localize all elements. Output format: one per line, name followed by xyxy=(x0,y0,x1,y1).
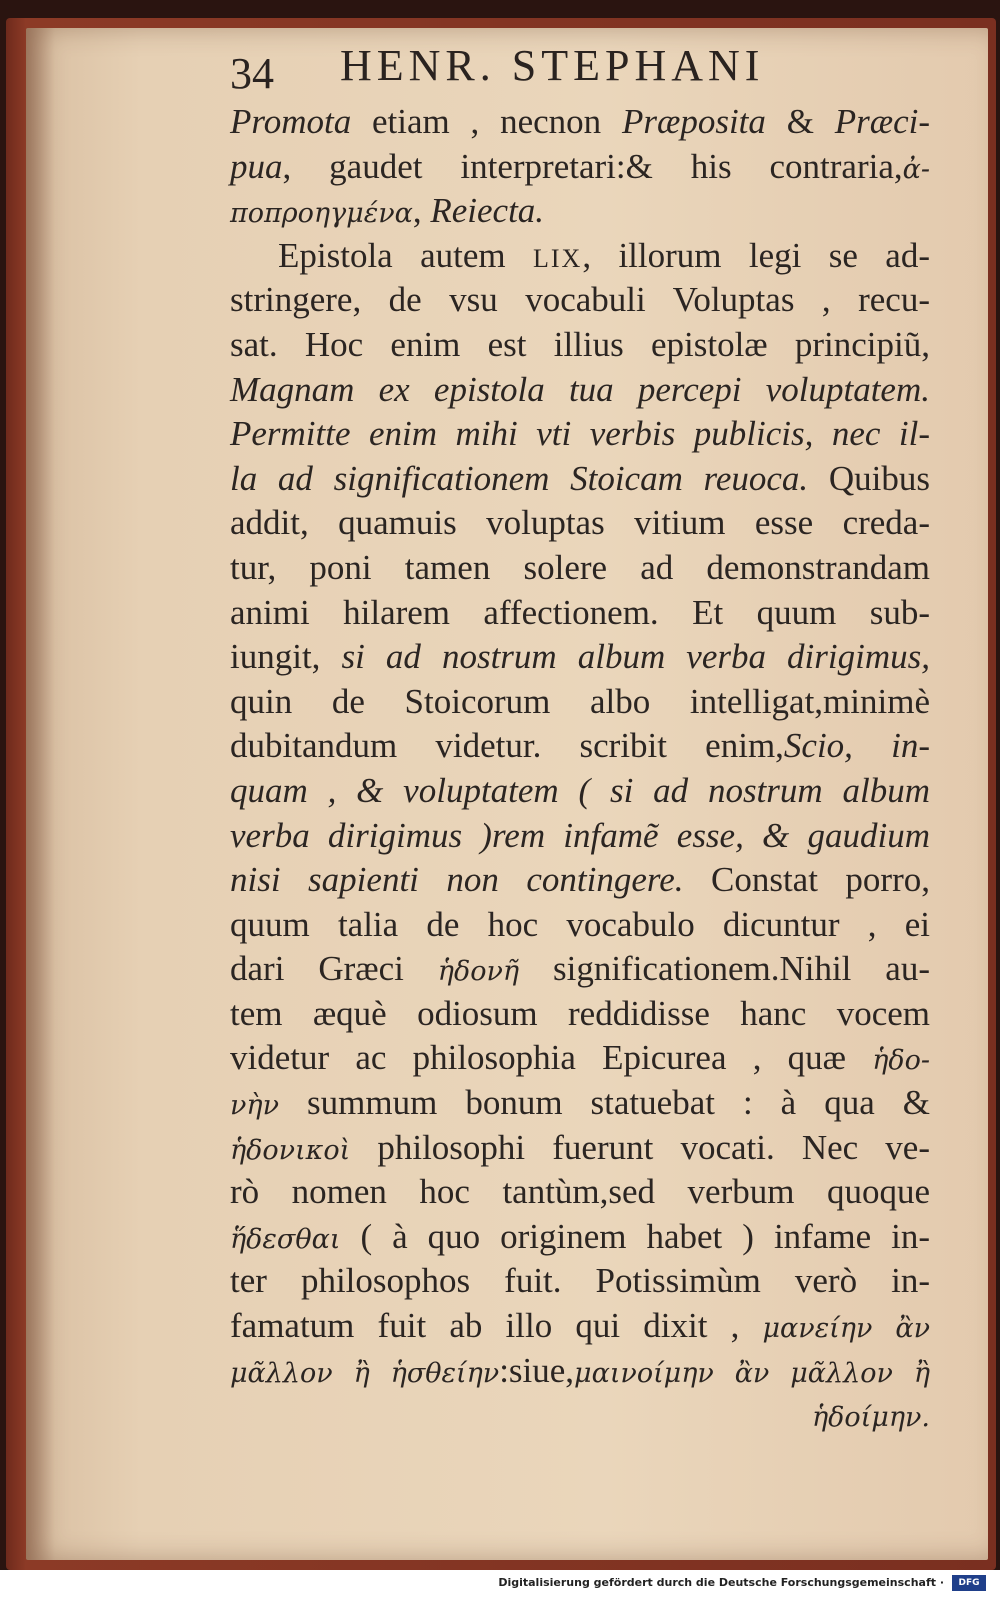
digitization-credit: Digitalisierung gefördert durch die Deutsche Forschungsgemeinschaft · xyxy=(498,1576,944,1589)
text-line xyxy=(230,992,930,1037)
greek-text: ἡδονῆ xyxy=(437,956,520,988)
text-line xyxy=(230,145,930,190)
text-segment: LIX xyxy=(533,243,583,273)
text-segment: ( à quo originem habet ) infame in- xyxy=(340,1216,930,1256)
greek-text: ἡδο- xyxy=(872,1045,930,1077)
footer-bar xyxy=(0,1570,1000,1599)
text-segment: quin de Stoicorum albo intelligat,minimè xyxy=(230,681,930,721)
text-segment: ter philosophos fuit. Potissimùm verò in- xyxy=(230,1261,930,1301)
text-line xyxy=(230,1304,930,1349)
text-line xyxy=(230,858,930,903)
text-line xyxy=(230,323,930,368)
text-segment: Constat porro, xyxy=(683,860,930,900)
italic-text: Permitte enim mihi vti verbis publicis, nec il- xyxy=(230,414,930,454)
text-segment: dubitandum videtur. scribit enim, xyxy=(230,726,784,766)
text-line xyxy=(230,234,930,279)
text-segment: etiam , necnon xyxy=(351,102,622,141)
text-line xyxy=(230,546,930,591)
greek-text: μανείην ἂν xyxy=(762,1313,930,1345)
text-segment: famatum fuit ab illo qui dixit , xyxy=(230,1306,763,1346)
italic-text: Scio, in- xyxy=(783,726,930,766)
text-segment: addit, quamuis voluptas vitium esse creda- xyxy=(230,503,930,543)
text-segment: significationem.Nihil au- xyxy=(519,949,930,989)
greek-text: νὴν xyxy=(230,1090,280,1122)
greek-text: ἡδονικοὶ xyxy=(230,1134,351,1166)
text-line xyxy=(230,189,930,234)
text-segment: tem æquè odiosum reddidisse hanc vocem xyxy=(230,993,930,1033)
text-line xyxy=(230,947,930,992)
greek-text: ἀ- xyxy=(902,153,930,185)
text-line xyxy=(230,457,930,502)
italic-text: verba dirigimus )rem infamẽ esse, & gaudium xyxy=(230,815,930,855)
text-line xyxy=(230,814,930,859)
text-segment: philosophi fuerunt vocati. Nec ve- xyxy=(350,1127,930,1167)
italic-text: Præci- xyxy=(834,102,931,141)
text-segment: iungit, xyxy=(230,637,342,677)
italic-text: Præposita xyxy=(621,102,766,141)
italic-text: la ad significationem Stoicam reuoca. xyxy=(230,458,809,498)
text-line xyxy=(230,1126,930,1171)
text-line xyxy=(230,1349,930,1394)
text-line xyxy=(230,724,930,769)
text-segment: , gaudet interpretari:& his contraria, xyxy=(282,146,903,186)
text-line xyxy=(230,501,930,546)
text-line xyxy=(230,368,930,413)
italic-text: si ad nostrum album verba dirigimus, xyxy=(341,637,930,677)
text-line xyxy=(230,278,930,323)
text-segment: quum talia de hoc vocabulo dicuntur , ei xyxy=(230,904,930,944)
text-segment: summum bonum statuebat : à qua & xyxy=(279,1083,930,1123)
greek-text: μᾶλλον ἢ ἡσθείην xyxy=(230,1357,500,1389)
page-header xyxy=(230,40,930,100)
body-text xyxy=(230,100,930,1438)
italic-text: quam , & voluptatem ( si ad nostrum album xyxy=(230,770,930,810)
text-segment: Epistola autem xyxy=(278,235,533,275)
text-line xyxy=(230,903,930,948)
text-line xyxy=(230,1036,930,1081)
italic-text: Magnam ex epistola tua percepi voluptatem. xyxy=(230,369,930,409)
text-segment: rò nomen hoc tantùm,sed verbum quoque xyxy=(230,1172,930,1212)
text-line xyxy=(230,1170,930,1215)
text-segment: dari Græci xyxy=(230,949,438,989)
text-segment: videtur ac philosophia Epicurea , quæ xyxy=(230,1038,873,1078)
dfg-logo: DFG xyxy=(952,1575,986,1591)
text-segment: Quibus xyxy=(808,458,930,498)
text-line xyxy=(230,769,930,814)
text-segment: , xyxy=(412,191,431,231)
text-line xyxy=(230,1393,930,1438)
greek-text: ἡδοίμην. xyxy=(812,1402,930,1434)
running-head: HENR. STEPHANI xyxy=(340,41,765,90)
italic-text: Promota xyxy=(230,102,352,141)
text-segment: :siue, xyxy=(499,1350,575,1390)
text-segment: animi hilarem affectionem. Et quum sub- xyxy=(230,592,930,632)
text-segment: tur, poni tamen solere ad demonstrandam xyxy=(230,547,930,587)
text-segment: sat. Hoc enim est illius epistolæ principiũ, xyxy=(230,324,930,364)
text-segment: , illorum legi se ad- xyxy=(582,235,930,275)
text-line xyxy=(230,1081,930,1126)
text-line xyxy=(230,412,930,457)
text-line xyxy=(230,635,930,680)
italic-text: Reiecta. xyxy=(430,191,545,231)
text-line xyxy=(230,1215,930,1260)
greek-text: ποπροηγμένα xyxy=(230,198,413,230)
text-segment: & xyxy=(765,102,835,141)
italic-text: nisi sapienti non contingere. xyxy=(230,860,684,900)
italic-text: pua xyxy=(230,146,283,186)
text-line xyxy=(230,100,930,145)
greek-text: μαινοίμην ἂν μᾶλλον ἢ xyxy=(574,1357,930,1389)
text-line xyxy=(230,591,930,636)
text-line xyxy=(230,1259,930,1304)
greek-text: ἥδεσθαι xyxy=(230,1223,341,1255)
page-number: 34 xyxy=(230,49,274,98)
text-segment: stringere, de vsu vocabuli Voluptas , recu- xyxy=(230,280,930,320)
text-line xyxy=(230,680,930,725)
